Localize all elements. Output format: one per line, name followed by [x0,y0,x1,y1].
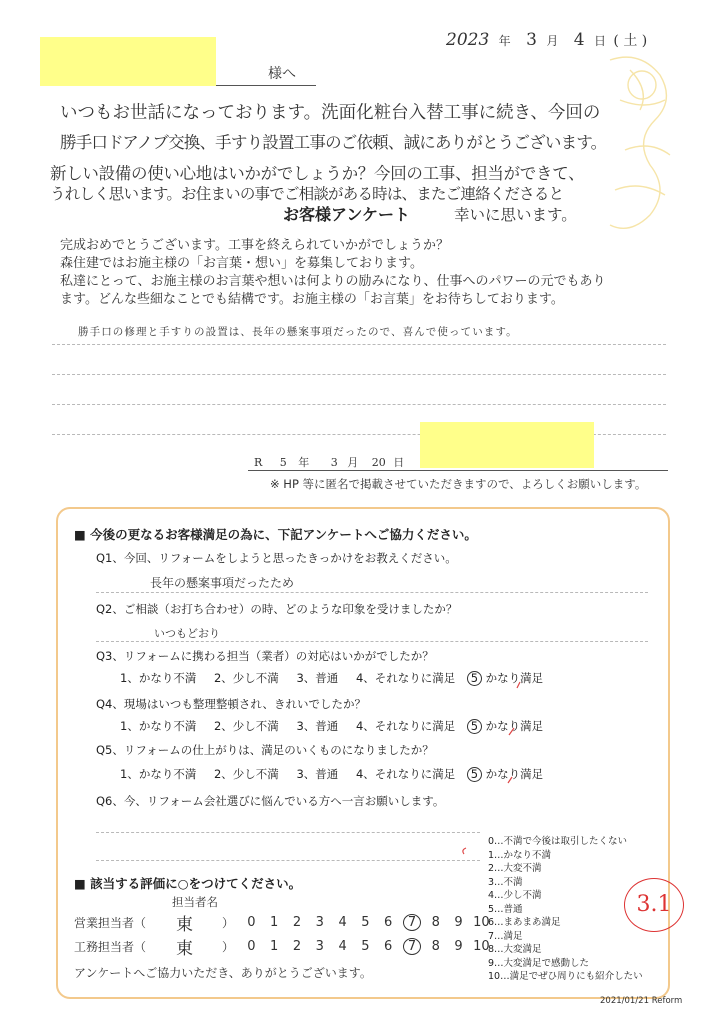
questionnaire-heading: ■ 今後の更なるお客様満足の為に、下記アンケートへご協力ください。 [74,527,477,542]
sales-staff-name: 東 [176,915,193,935]
survey-intro-4: ます。どんな些細なことでも結構です。お施主様の「お言葉」をお待ちしております。 [60,292,564,307]
survey-date-month: 3 [330,456,338,469]
survey-date-day: 20 [371,456,386,469]
works-num-0: 0 [247,939,256,954]
q5-opt-5-circled: 5 [467,767,482,782]
date-year: 2023 [446,30,490,50]
sales-staff-row [74,914,146,931]
survey-intro-1: 完成おめでとうございます。工事を終えられていかがでしょうか？ [60,238,449,253]
survey-title: お客様アンケート [283,205,411,224]
works-num-1: 1 [270,939,279,954]
question-6: Q6、今、リフォーム会社選びに悩んでいる方へ一言お願いします。 [96,794,445,808]
date-year-unit: 年 [498,34,511,48]
survey-date-day-unit: 日 [393,456,405,469]
sales-num-3: 3 [315,915,324,930]
sales-num-7: 7 [403,914,421,931]
letter-line-1: いつもお世話になっております。洗面化粧台入替工事に続き、今回の [60,103,601,123]
legend-8: 8…大変満足 [488,944,542,955]
sales-num-9: 9 [454,915,463,930]
works-num-2: 2 [292,939,302,954]
date-month: 3 [526,30,537,50]
q4-opt-5-circled: 5 [467,719,482,734]
works-staff-row [74,938,146,955]
letter-line-3: 新しい設備の使い心地はいかがでしょうか？今回の工事、担当ができて、 [50,164,585,183]
q3-opt-5-label: かなり満足 [485,671,544,685]
q3-opt-4: 4、それなりに満足 [355,671,456,685]
q4-opt-4: 4、それなりに満足 [355,719,456,733]
q5-opt-1: 1、かなり不満 [120,767,197,781]
letter-tail: 幸いに思います。 [454,206,577,224]
q4-opt-2: 2、少し不満 [213,719,279,733]
legend-2: 2…大変不満 [488,863,542,874]
date-weekday: ( 土 ) [613,33,648,49]
q5-opt-2: 2、少し不満 [213,767,279,781]
rating-legend [488,833,643,982]
sales-rating-scale [240,914,493,931]
works-num-6: 6 [384,939,393,954]
date-day: 4 [573,30,585,50]
survey-date-era: R [254,456,263,469]
q5-opt-4: 4、それなりに満足 [355,767,456,781]
survey-intro-2: 森住建ではお施主様の「お言葉・想い」を募集しております。 [60,256,423,271]
sales-num-6: 6 [384,915,393,930]
footer-form-code: 2021/01/21 Reform [600,996,683,1006]
q3-opt-1: 1、かなり不満 [120,671,197,685]
q3-opt-3: 3、普通 [296,671,339,685]
survey-date-year-unit: 年 [298,456,310,469]
rating-heading: ■ 該当する評価に○をつけてください。 [74,876,302,891]
sales-num-1: 1 [270,915,279,930]
question-1: Q1、今回、リフォームをしようと思ったきっかけをお教えください。 [96,551,457,565]
sales-num-10: 10 [473,915,490,930]
legend-5: 5…普通 [488,903,523,915]
sales-num-8: 8 [431,915,440,930]
letter-line-2: 勝手口ドアノブ交換、手すり設置工事のご依頼、誠にありがとうございます。 [60,133,607,152]
thanks-text: アンケートへご協力いただき、ありがとうございます。 [74,966,372,980]
red-score-stamp: 3.1 [624,878,684,932]
survey-intro-3: 私達にとって、お施主様のお言葉や想いは何よりの励みになり、仕事へのパワーの元でもあり [60,274,606,289]
sales-num-2: 2 [292,915,302,930]
date-month-unit: 月 [546,34,559,48]
answer-1: 長年の懸案事項だったため [150,576,295,590]
sales-label: 営業担当者（ [74,916,147,930]
works-num-7: 7 [403,938,421,955]
recipient-suffix: 様へ [268,66,296,82]
works-label: 工務担当者（ [74,940,147,954]
question-3: Q3、リフォームに携わる担当（業者）の対応はいかがでしたか？ [96,649,434,663]
legend-1: 1…かなり不満 [488,849,552,861]
survey-notice: ※ HP 等に匿名で掲載させていただきますので、よろしくお願いします。 [270,477,647,491]
legend-7: 7…満足 [488,930,523,942]
legend-9: 9…大変満足で感動した [488,957,590,969]
legend-4: 4…少し不満 [488,890,542,901]
survey-date-year: 5 [279,456,287,469]
q3-opt-2: 2、少し不満 [213,671,279,685]
date-day-unit: 日 [593,34,606,48]
sales-close-paren: ） [222,916,235,930]
answer-2: いつもどおり [154,627,220,640]
sales-num-0: 0 [247,915,256,930]
q4-opt-1: 1、かなり不満 [120,719,197,733]
works-close-paren: ） [222,940,235,954]
legend-10: 10…満足でぜひ周りにも紹介したい [488,971,643,982]
works-rating-scale [240,938,493,955]
works-num-9: 9 [454,939,463,954]
works-num-5: 5 [361,939,370,954]
question-2: Q2、ご相談（お打ち合わせ）の時、どのような印象を受けましたか？ [96,602,458,616]
question-4: Q4、現場はいつも整理整頓され、きれいでしたか？ [96,697,367,711]
sales-num-5: 5 [361,915,370,930]
q5-opt-5-label: かなり満足 [485,767,544,781]
letter-line-4: うれしく思います。お住まいの事でご相談がある時は、またご連絡くださると [50,185,564,203]
q5-opt-3: 3、普通 [296,767,339,781]
survey-comment: 勝手口の修理と手すりの設置は、長年の懸案事項だったので、喜んで使っています。 [78,326,518,338]
staff-name-label: 担当者名 [172,895,218,909]
question-5: Q5、リフォームの仕上がりは、満足のいくものになりましたか？ [96,743,434,757]
works-num-3: 3 [315,939,324,954]
works-num-4: 4 [338,939,347,954]
sales-num-4: 4 [338,915,347,930]
legend-0: 0…不満で今後は取引したくない [488,836,628,847]
works-num-8: 8 [431,939,440,954]
q4-opt-5-label: かなり満足 [485,719,544,733]
survey-date-month-unit: 月 [347,456,359,469]
works-num-10: 10 [473,939,490,954]
works-staff-name: 東 [176,939,193,959]
legend-3: 3…不満 [488,876,523,888]
q4-opt-3: 3、普通 [296,719,339,733]
legend-6: 6…まあまあ満足 [488,917,561,928]
q3-opt-5-circled: 5 [467,671,482,686]
